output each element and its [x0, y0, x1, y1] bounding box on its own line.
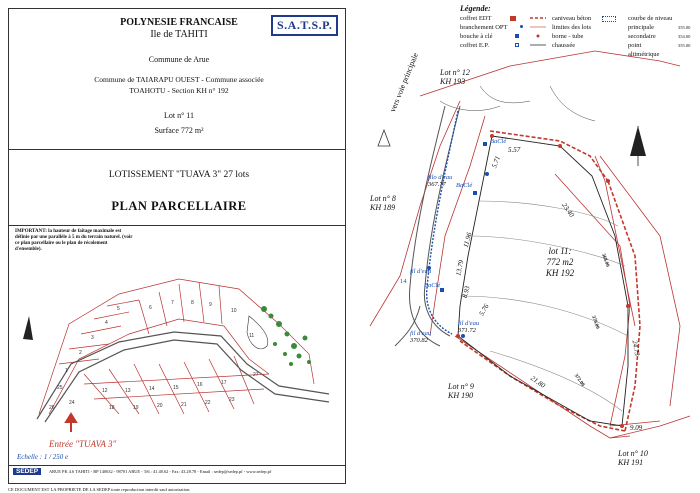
dimension-label: 5.71 [490, 154, 502, 170]
mini-lot-number: 27 [253, 372, 259, 378]
contour-value: 370.00 [590, 315, 600, 330]
water-level-label: fil d'eau 371.72 [458, 320, 480, 334]
mini-lot-number: 6 [149, 305, 152, 311]
main-lot-section: KH 192 [545, 268, 575, 278]
mini-lot-number: 19 [133, 405, 139, 411]
bacle-marker-icon [440, 288, 444, 292]
bacle-label: BaClé [490, 138, 507, 145]
cartouche-panel [8, 8, 346, 484]
main-lot-number: lot 11: [548, 246, 572, 256]
legend-item: limites des lots [552, 24, 591, 31]
mini-lot-number: 2 [79, 350, 82, 356]
mini-lot-number: 18 [109, 405, 115, 411]
mini-lot-number: 3 [91, 335, 94, 341]
road-arrow-icon [378, 130, 390, 146]
neighbour-lot-label: Lot n° 9 KH 190 [448, 382, 474, 400]
mini-lot-number: 25 [57, 385, 63, 391]
legend-value: 355.00 [678, 43, 691, 48]
dimension-label: 5.57 [508, 146, 521, 154]
water-level-label: fil d'eau 370.82 [410, 330, 432, 344]
entrance-arrow-icon [66, 414, 76, 432]
contour-value: 368.00 [600, 253, 610, 268]
mini-lot-number: 24 [69, 400, 75, 406]
dimension-label: 24.73 [630, 339, 642, 357]
mini-site-plan [9, 264, 345, 434]
dimension-label: 11.96 [461, 231, 474, 249]
mini-lot-number: 10 [231, 308, 237, 314]
mini-lot-number: 12 [102, 388, 108, 394]
divider [9, 225, 345, 226]
dimension-label: 8.93 [460, 285, 472, 299]
mini-lot-number: 9 [209, 302, 212, 308]
mini-lot-number: 21 [181, 402, 187, 408]
contour-value: 372.00 [572, 373, 585, 388]
bacle-label: BaClé [456, 182, 473, 189]
copyright-footer: CE DOCUMENT EST LA PROPRIETE DE LA SEDEP toute reproduction interdit sauf autorisation. [8, 487, 191, 492]
mini-lot-number: 5 [117, 306, 120, 312]
north-arrow-icon [23, 316, 33, 340]
legend-item: point altimétrique [628, 42, 660, 58]
mini-lot-number: 17 [221, 380, 227, 386]
neighbour-lot-label: Lot n° 12 KH 193 [440, 68, 470, 86]
commune-assoc-label: Commune de TAIARAPU OUEST - Commune associée [94, 75, 264, 84]
bacle-marker-icon [483, 142, 487, 146]
mini-lot-number: 7 [171, 300, 174, 306]
main-lot-area: 772 m2 [546, 257, 574, 267]
dimension-label: 13.79 [454, 259, 466, 277]
bacle-marker-icon [473, 191, 477, 195]
mini-lot-number: 4 [105, 320, 108, 326]
legend-item: branchement OPT [460, 24, 508, 31]
point-number: 14 [400, 278, 407, 285]
island-title: Ile de TAHITI [150, 29, 208, 40]
dimension-label: 21.80 [529, 374, 547, 390]
neighbour-lot-label: Lot n° 10 KH 191 [618, 449, 648, 467]
dimension-label: 9.09 [630, 424, 643, 432]
entrance-label: Entrée "TUAVA 3" [49, 439, 117, 449]
legend-item: secondaire [628, 33, 656, 40]
legend-item: borne - tube [552, 33, 584, 40]
plan-panel [360, 6, 696, 486]
legend-item: coffret EDT [460, 15, 492, 22]
mini-lot-number: 8 [191, 300, 194, 306]
scale-label: Echelle : 1 / 250 e [17, 453, 69, 461]
legend-item: courbe de niveau [628, 15, 673, 22]
mini-lot-number: 11 [249, 333, 255, 339]
water-point-icon [461, 334, 465, 338]
mini-lot-number: 26 [49, 405, 55, 411]
territory-title: POLYNESIE FRANCAISE [120, 17, 238, 28]
bacle-label: BaClé [424, 282, 441, 289]
legend-title: Légende: [460, 4, 491, 13]
divider [9, 465, 345, 466]
dimension-label: 5.76 [477, 302, 491, 318]
water-point-icon [485, 172, 489, 176]
divider [9, 149, 345, 150]
water-level-label: filo d'eau 367.77 [428, 174, 453, 188]
legend-item: bouche à clé [460, 33, 493, 40]
legend-item: coffret E.P. [460, 42, 489, 49]
legend-item: principale [628, 24, 654, 31]
mini-lot-number: 23 [229, 397, 235, 403]
commune-label: Commune de Arue [148, 55, 210, 64]
plan-title: PLAN PARCELLAIRE [111, 199, 247, 213]
sedep-address: ARUE PK 4.6 TAHITI - BP 140632 - 98701 ARUE - Tél.: 41.48.62 - Fax: 43.28.78 - Email : sedep@sedep.pf - www.sedep.pf [49, 469, 272, 474]
legend-item: caniveau béton [552, 15, 592, 22]
section-label: TOAHOTU - Section KH n° 192 [129, 86, 229, 95]
mini-lot-number: 22 [205, 400, 211, 406]
mini-lot-number: 16 [197, 382, 203, 388]
mini-lot-number: 1 [65, 368, 68, 374]
lotissement-title: LOTISSEMENT "TUAVA 3" 27 lots [108, 170, 250, 180]
mini-lot-number: 13 [125, 388, 131, 394]
road-label: vers voie principale [388, 51, 420, 114]
water-level-label: fil d'eau [410, 268, 432, 275]
satsp-badge: S.A.T.S.P. [271, 15, 338, 36]
neighbour-lot-label: Lot n° 8 KH 189 [370, 194, 396, 212]
lot-surface: Surface 772 m² [154, 126, 204, 135]
sedep-logo: SEDEP [13, 468, 41, 475]
mini-lot-number: 15 [173, 385, 179, 391]
legend-value: 355.00 [678, 25, 691, 30]
important-note: IMPORTANT: la hauteur de faîtage maximale est définie par une parallèle à 5 m du terrain naturel. (voir ce plan parcellaire ou le plan de récolement d'ensemble). [15, 229, 133, 252]
dimension-label: 23.40 [560, 201, 576, 219]
legend-item: chaussée [552, 42, 576, 49]
mini-lot-number: 14 [149, 386, 155, 392]
lot-number: Lot n° 11 [163, 111, 194, 120]
mini-lot-number: 20 [157, 403, 163, 409]
main-lot-label [520, 246, 600, 279]
legend-value: 354.00 [678, 34, 691, 39]
